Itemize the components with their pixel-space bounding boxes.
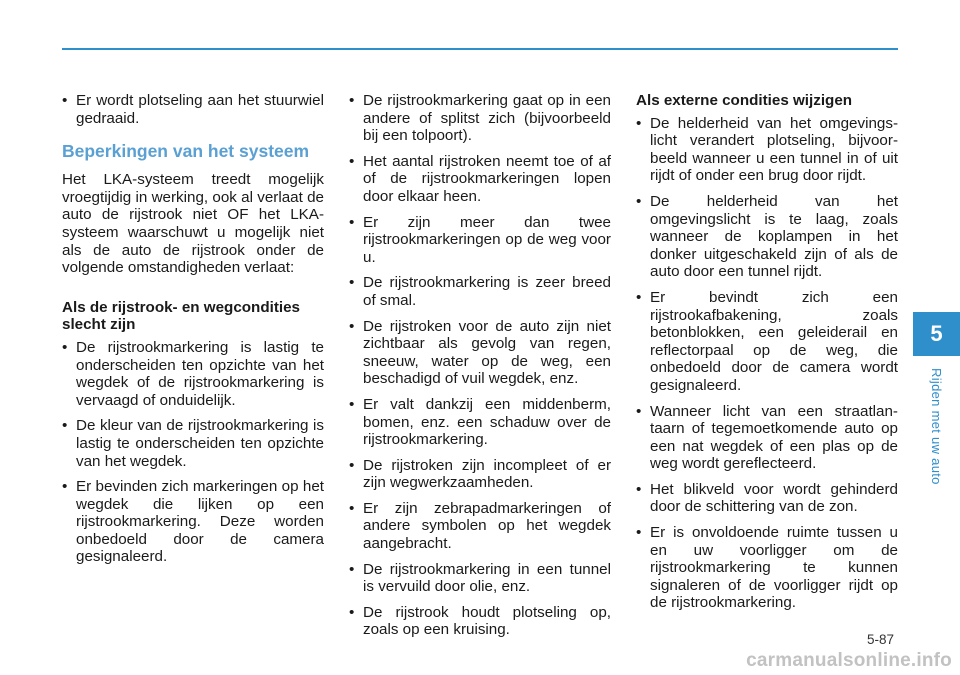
bullet-list [636, 115, 898, 612]
list-item: • De kleur van de rijstrookmarkering is lastig te onderscheiden ten opzichte van het wegdek. [62, 417, 324, 470]
bullet-list [62, 339, 324, 566]
list-item: • De rijstrookmarkering is lastig te onderscheiden ten opzichte van het wegdek of de rijstrookmarkering is vervaagd of onduidelijk. [62, 339, 324, 409]
list-item: • De rijstroken voor de auto zijn niet zichtbaar als gevolg van regen, sneeuw, water op de weg, een beschadigd of vuil wegdek, enz. [349, 318, 611, 388]
list-item: • Er zijn meer dan twee rijstrookmarkeringen op de weg voor u. [349, 214, 611, 267]
subheading-external-conditions: Als externe condities wijzigen [636, 92, 853, 109]
chapter-title: Rijden met uw auto [929, 368, 944, 485]
subheading-road-conditions: Als de rijstrook- en wegcondities slecht zijn [62, 298, 300, 334]
list-item: • De rijstrookmarkering is zeer breed of smal. [349, 274, 611, 309]
list-item: • Er bevindt zich een rijstrookafbakening, zoals betonblokken, een geleiderail en reflectorpaal op de weg, die onbedoeld door de camera wordt gesignaleerd. [636, 289, 898, 395]
list-item: • Er bevinden zich markeringen op het wegdek die lijken op een rijstrookmarkering. Deze worden onbedoeld door de camera gesignaleerd. [62, 478, 324, 566]
column-right [636, 92, 898, 620]
list-item: • Er valt dankzij een middenberm, bomen, enz. een schaduw over de rijstrookmarkering. [349, 396, 611, 449]
chapter-tab[interactable]: 5 [913, 312, 960, 356]
list-item: • De helderheid van het omgevingslicht is te laag, zoals wanneer de koplampen in het donker uitgeschakeld zijn of als de auto door een tunnel rijdt. [636, 193, 898, 281]
list-item: • De rijstrookmarkering in een tunnel is vervuild door olie, enz. [349, 561, 611, 596]
column-left [62, 92, 324, 574]
watermark: carmanualsonline.info [746, 650, 952, 671]
list-item: • De helderheid van het omgevings-licht verandert plotseling, bijvoor-beeld wanneer u een tunnel in of uit rijdt of onder een brug door rijdt. [636, 115, 898, 185]
bullet-list [349, 92, 611, 639]
list-item: • Er zijn zebrapadmarkeringen of andere symbolen op het wegdek aangebracht. [349, 500, 611, 553]
list-item: • De rijstrookmarkering gaat op in een andere of splitst zich (bijvoorbeeld bij een tolpoort). [349, 92, 611, 145]
body-paragraph: Het LKA-systeem treedt mogelijk vroegtijdig in werking, ook al verlaat de auto de rijstrook niet OF het LKA-systeem waarschuwt u mogelijk niet als de auto de rijstrook onder de volgende omstandigheden verlaat: [62, 171, 324, 277]
list-item: • De rijstrook houdt plotseling op, zoals op een kruising. [349, 604, 611, 639]
list-item: • Er wordt plotseling aan het stuurwiel gedraaid. [62, 92, 324, 127]
page-number: 5-87 [866, 632, 894, 647]
section-title: Beperkingen van het systeem [62, 141, 310, 162]
intro-bullet-list [62, 92, 324, 127]
list-item: • De rijstroken zijn incompleet of er zijn wegwerkzaamheden. [349, 457, 611, 492]
list-item: • Het aantal rijstroken neemt toe of af of de rijstrookmarkeringen lopen door elkaar heen. [349, 153, 611, 206]
column-middle [349, 92, 611, 647]
list-item: • Wanneer licht van een straatlan-taarn of tegemoetkomende auto op een nat wegdek of een plas op de weg wordt gereflecteerd. [636, 403, 898, 473]
list-item: • Er is onvoldoende ruimte tussen u en uw voorligger om de rijstrookmarkering te kunnen signaleren of de voorligger rijdt op de rijstrookmarkering. [636, 524, 898, 612]
header-rule [62, 48, 898, 50]
list-item: • Het blikveld voor wordt gehinderd door de schittering van de zon. [636, 481, 898, 516]
